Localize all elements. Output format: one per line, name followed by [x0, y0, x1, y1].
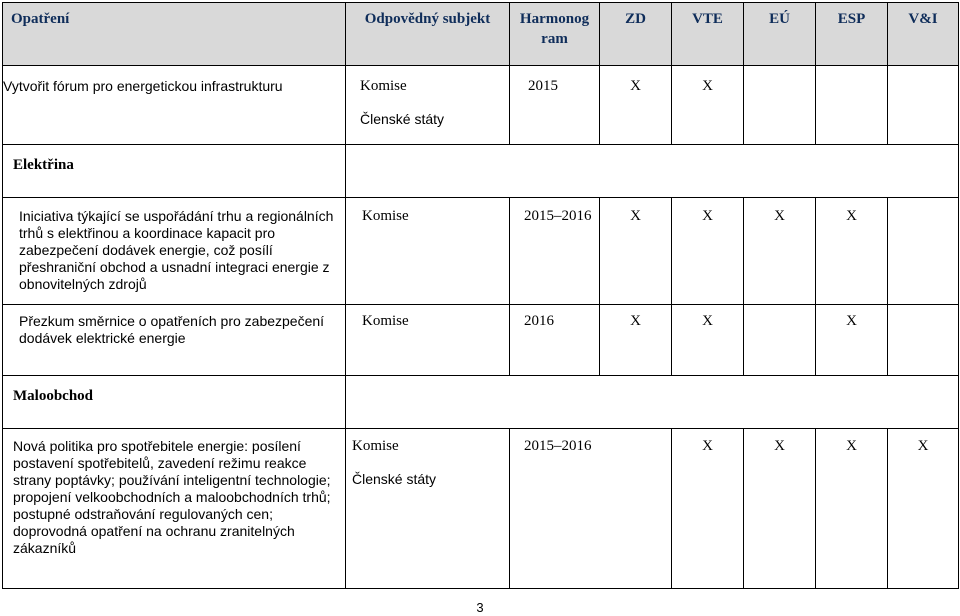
measure-cell: Přezkum směrnice o opatřeních pro zabezpečení dodávek elektrické energie — [3, 305, 346, 376]
table-row — [3, 305, 959, 376]
eu-cell — [744, 305, 816, 376]
section-heading-retail: Maloobchod — [3, 376, 346, 429]
header-zd: ZD — [600, 3, 672, 66]
esp-cell: X — [816, 198, 888, 305]
measures-table — [2, 2, 959, 589]
measure-cell: Nová politika pro spotřebitele energie: posílení postavení spotřebitelů, zavedení režimu reakce strany poptávky; používání inteligentní technologie; propojení velkoobchodních a maloobchodních trhů; postupné odstraňování regulovaných cen; doprovodná opatření na ochranu zranitelných zákazníků — [3, 429, 346, 589]
responsible-line: Členské státy — [352, 471, 437, 487]
timeline-cell: 2015–2016 — [510, 198, 600, 305]
header-timeline: Harmonog ram — [510, 3, 600, 66]
section-empty-cell — [346, 376, 959, 429]
section-heading-electricity: Elektřina — [3, 145, 346, 198]
vte-cell: X — [672, 66, 744, 145]
vte-cell: X — [672, 198, 744, 305]
header-esp: ESP — [816, 3, 888, 66]
header-measure: Opatření — [3, 3, 346, 66]
header-responsible: Odpovědný subjekt — [346, 3, 510, 66]
responsible-line: Komise — [352, 438, 399, 454]
table-header-row — [3, 3, 959, 66]
eu-cell: X — [744, 429, 816, 589]
responsible-cell — [346, 429, 510, 589]
section-row — [3, 376, 959, 429]
vi-cell — [888, 305, 959, 376]
table-row — [3, 66, 959, 145]
responsible-cell — [346, 66, 510, 145]
esp-cell — [816, 66, 888, 145]
measure-cell: Vytvořit fórum pro energetickou infrastrukturu — [3, 66, 346, 145]
zd-cell: X — [600, 305, 672, 376]
responsible-line: Členské státy — [360, 111, 445, 127]
timeline-cell: 2015–2016 — [510, 429, 672, 589]
header-vte: VTE — [672, 3, 744, 66]
header-eu: EÚ — [744, 3, 816, 66]
measure-cell: Iniciativa týkající se uspořádání trhu a regionálních trhů s elektřinou a koordinace kapacit pro zabezpečení dodávek energie, což posílí přeshraniční obchod a usnadní integraci energie z obnovitelných zdrojů — [3, 198, 346, 305]
vte-cell: X — [672, 305, 744, 376]
eu-cell: X — [744, 198, 816, 305]
vi-cell — [888, 66, 959, 145]
table-row — [3, 429, 959, 589]
table-row — [3, 198, 959, 305]
page-number: 3 — [476, 600, 484, 615]
zd-cell: X — [600, 66, 672, 145]
header-vi: V&I — [888, 3, 959, 66]
responsible-cell: Komise — [346, 305, 510, 376]
section-row — [3, 145, 959, 198]
section-empty-cell — [346, 145, 959, 198]
esp-cell: X — [816, 305, 888, 376]
timeline-cell: 2016 — [510, 305, 600, 376]
timeline-cell: 2015 — [510, 66, 600, 145]
vte-cell: X — [672, 429, 744, 589]
zd-cell: X — [600, 198, 672, 305]
responsible-cell: Komise — [346, 198, 510, 305]
esp-cell: X — [816, 429, 888, 589]
vi-cell — [888, 198, 959, 305]
eu-cell — [744, 66, 816, 145]
responsible-line: Komise — [360, 78, 407, 94]
vi-cell: X — [888, 429, 959, 589]
